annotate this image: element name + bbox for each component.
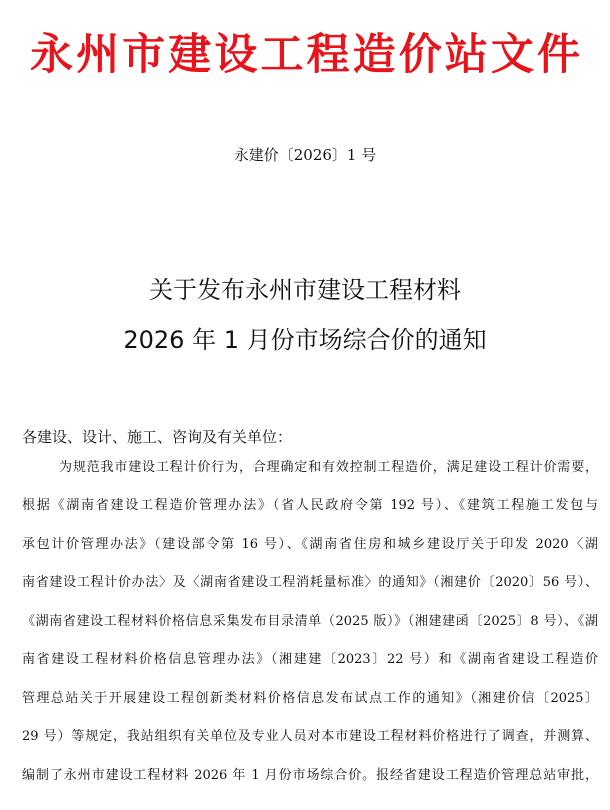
body-line: 根据《湖南省建设工程造价管理办法》（省人民政府令第 192 号）、《建筑工程施工发包与 <box>22 498 598 513</box>
body-line: 南省建设工程计价办法〉及〈湖南省建设工程消耗量标准〉的通知》（湘建价〔2020〕56 号）、 <box>22 575 598 590</box>
body-line: 承包计价管理办法》（建设部令第 16 号）、《湖南省住房和城乡建设厅关于印发 2020〈湖 <box>22 537 598 552</box>
body-line: 编制了永州市建设工程材料 2026 年 1 月份市场综合价。报经省建设工程造价管理总站审批， <box>22 768 598 783</box>
body-line: 南省建设工程材料价格信息管理办法》（湘建建〔2023〕22 号）和《湖南省建设工程造价 <box>22 652 598 667</box>
body-line: 29 号）等规定，我站组织有关单位及专业人员对本市建设工程材料价格进行了调查，并测算、 <box>22 729 598 744</box>
document-number: 永建价〔2026〕1 号 <box>233 146 377 164</box>
notice-title-line-2: 2026 年 1 月份市场综合价的通知 <box>123 326 487 354</box>
document-header-title: 永州市建设工程造价站文件 <box>30 30 580 80</box>
notice-title-line-1: 关于发布永州市建设工程材料 <box>149 276 461 304</box>
salutation: 各建设、设计、施工、咨询及有关单位： <box>22 428 293 446</box>
body-line: 《湖南省建设工程材料价格信息采集发布目录清单（2025 版）》（湘建建函〔2025〕8 号）、《湖 <box>22 614 598 629</box>
body-line: 管理总站关于开展建设工程创新类材料价格信息发布试点工作的通知》（湘建价信〔2025〕 <box>22 691 598 706</box>
body-line: 为规范我市建设工程计价行为，合理确定和有效控制工程造价，满足建设工程计价需要， <box>59 460 598 475</box>
